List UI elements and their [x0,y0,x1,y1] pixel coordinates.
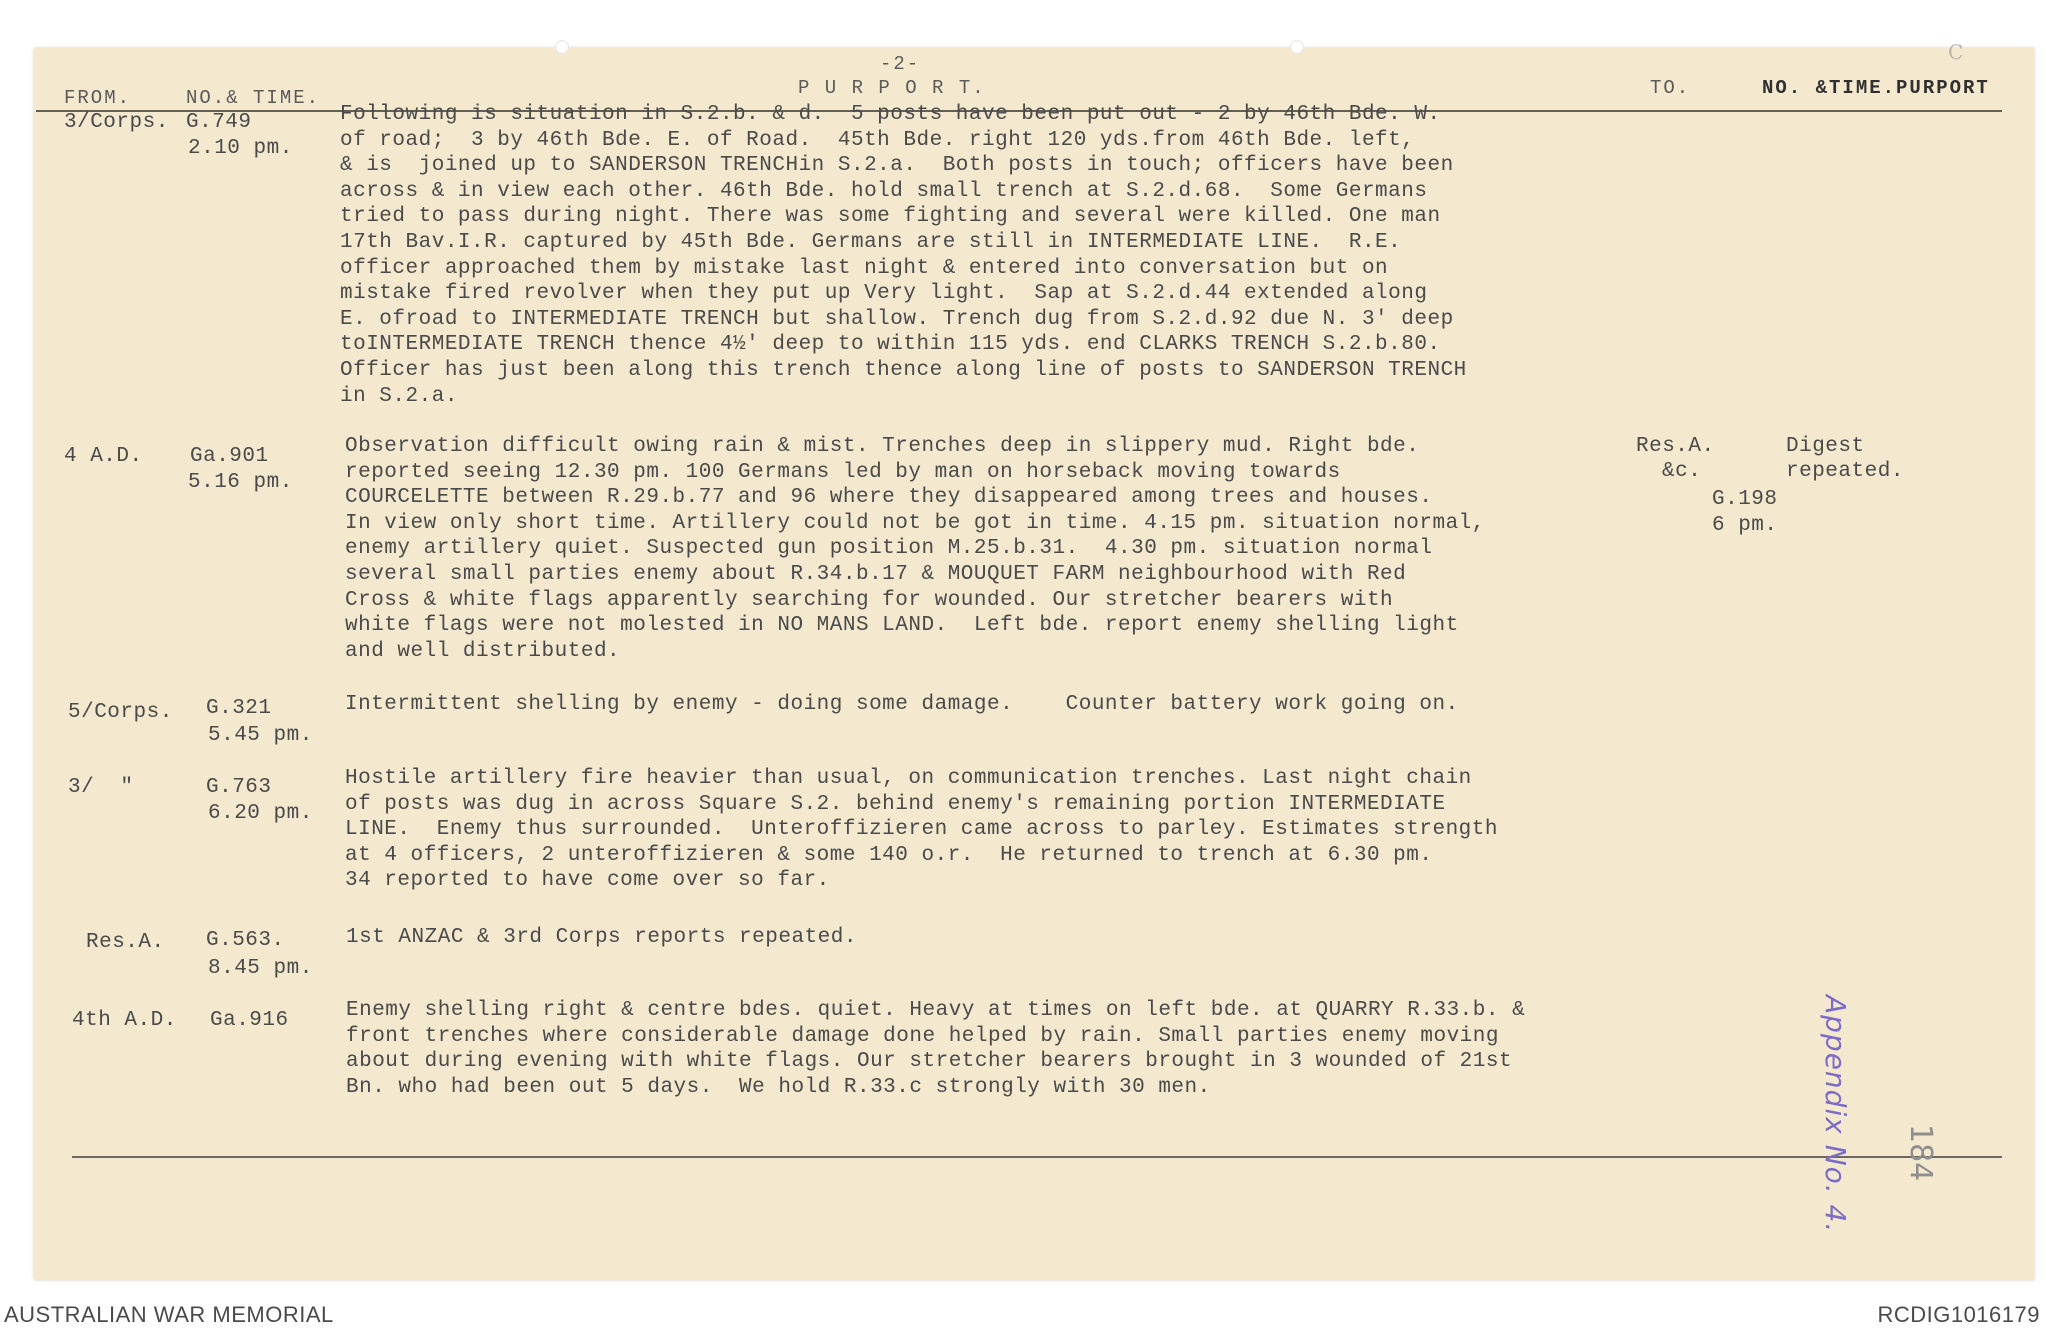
entry-time: 6.20 pm. [208,802,313,825]
purport-line: tried to pass during night. There was some fighting and several were killed. One man [340,205,1441,229]
entry-time: 5.45 pm. [208,724,313,747]
entry-number: Ga.916 [210,1009,289,1032]
header-no-time: NO.& TIME. [186,87,321,109]
purport-line: Intermittent shelling by enemy - doing some damage. Counter battery work going on. [345,693,1459,716]
entry-number: G.749 [186,111,252,134]
purport-line: In view only short time. Artillery could not be got in time. 4.15 pm. situation normal, [345,511,1485,535]
purport-line: Bn. who had been out 5 days. We hold R.33.c strongly with 30 men. [346,1075,1211,1099]
entry-time: 2.10 pm. [188,137,293,160]
header-to: TO. [1650,77,1691,99]
purport-line: Enemy shelling right & centre bdes. quiet. Heavy at times on left bde. at QUARRY R.33.b. & [346,999,1526,1022]
purport-line: officer approached them by mistake last night & entered into conversation but on [340,256,1389,280]
corner-mark: C [1948,40,1964,64]
purport-line: of road; 3 by 46th Bde. E. of Road. 45th Bde. right 120 yds.from 46th Bde. left, [340,128,1415,152]
bottom-rule [72,1156,2002,1158]
entry-to: G.198 [1712,488,1778,511]
purport-line: across & in view each other. 46th Bde. hold small trench at S.2.d.68. Some Germans [340,179,1428,203]
appendix-annotation: Appendix No. 4. [1819,995,1852,1234]
entry-from: 4th A.D. [72,1009,177,1032]
entry-to: &c. [1662,460,1702,483]
purport-line: 1st ANZAC & 3rd Corps reports repeated. [346,926,857,949]
purport-line: about during evening with white flags. Our stretcher bearers brought in 3 wounded of 21st [346,1050,1513,1074]
page-number: -2- [880,53,921,75]
punch-hole-left [555,40,569,54]
entry-number: G.321 [206,697,272,720]
entry-purport-note: Digest [1786,435,1865,458]
entry-to: 6 pm. [1712,514,1778,537]
entry-from: 3/Corps. [64,111,169,134]
entry-from: 4 A.D. [64,445,143,468]
punch-hole-right [1290,40,1304,54]
header-purport: P U R P O R T. [798,77,986,99]
entry-number: G.763 [206,776,272,799]
entry-purport-note: repeated. [1786,460,1904,483]
purport-line: Observation difficult owing rain & mist. Trenches deep in slippery mud. Right bde. [345,435,1420,458]
purport-line: COURCELETTE between R.29.b.77 and 96 where they disappeared among trees and houses. [345,486,1433,510]
purport-line: reported seeing 12.30 pm. 100 Germans led by man on horseback moving towards [345,460,1341,484]
purport-line: white flags were not molested in NO MANS LAND. Left bde. report enemy shelling light [345,614,1459,638]
purport-line: Hostile artillery fire heavier than usual, on communication trenches. Last night chain [345,767,1472,790]
purport-line: Officer has just been along this trench thence along line of posts to SANDERSON TRENCH [340,359,1467,382]
purport-line: front trenches where considerable damage done helped by rain. Small parties enemy moving [346,1024,1499,1048]
purport-line: Cross & white flags apparently searching for wounded. Our stretcher bearers with [345,588,1394,612]
purport-line: Following is situation in S.2.b. & d. 5 posts have been put out - 2 by 46th Bde. W. [340,103,1441,126]
purport-line: E. ofroad to INTERMEDIATE TRENCH but shallow. Trench dug from S.2.d.92 due N. 3' deep [340,307,1454,331]
entry-to: Res.A. [1636,435,1715,458]
entry-from: Res.A. [86,931,165,954]
purport-line: toINTERMEDIATE TRENCH thence 4½' deep to within 115 yds. end CLARKS TRENCH S.2.b.80. [340,333,1441,357]
purport-line: at 4 officers, 2 unteroffizieren & some 140 o.r. He returned to trench at 6.30 pm. [345,843,1433,867]
purport-line: and well distributed. [345,639,621,663]
purport-line: enemy artillery quiet. Suspected gun position M.25.b.31. 4.30 pm. situation normal [345,537,1433,561]
purport-line: several small parties enemy about R.34.b.17 & MOUQUET FARM neighbourhood with Red [345,563,1407,586]
entry-time: 5.16 pm. [188,471,293,494]
purport-line: LINE. Enemy thus surrounded. Unteroffizieren came across to parley. Estimates strength [345,818,1498,842]
entry-from: 3/ " [68,776,134,799]
purport-line: mistake fired revolver when they put up Very light. Sap at S.2.d.44 extended along [340,282,1428,306]
purport-line: 34 reported to have come over so far. [345,869,830,893]
entry-number: Ga.901 [190,445,269,468]
footer-right: RCDIG1016179 [1877,1302,2040,1327]
purport-line: in S.2.a. [340,384,458,408]
purport-line: of posts was dug in across Square S.2. behind enemy's remaining portion INTERMEDIATE [345,792,1446,816]
folio-number: 184 [1903,1124,1938,1182]
entry-time: 8.45 pm. [208,957,313,980]
purport-line: & is joined up to SANDERSON TRENCHin S.2.a. Both posts in touch; officers have been [340,154,1454,178]
footer-left: AUSTRALIAN WAR MEMORIAL [4,1302,334,1327]
header-from: FROM. [64,87,132,109]
entry-number: G.563. [206,929,285,952]
entry-from: 5/Corps. [68,701,173,724]
header-no-time-purport: NO. &TIME.PURPORT [1762,77,1990,99]
purport-line: 17th Bav.I.R. captured by 45th Bde. Germans are still in INTERMEDIATE LINE. R.E. [340,231,1402,254]
